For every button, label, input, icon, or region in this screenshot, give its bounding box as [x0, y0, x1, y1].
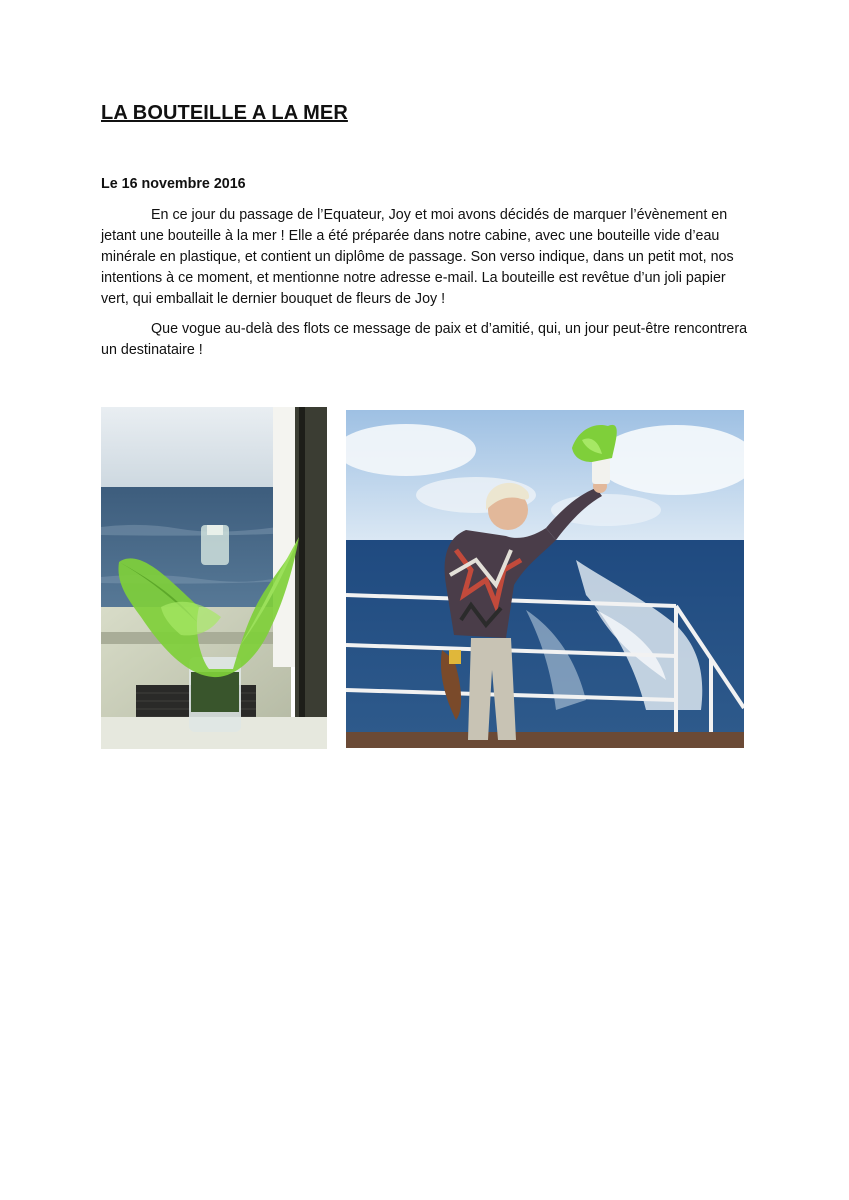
document-title: LA BOUTEILLE A LA MER — [101, 102, 348, 124]
deck-photo-image — [346, 410, 744, 748]
paragraph-2: Que vogue au-delà des flots ce message de paix et d’amitié, qui, un jour peut-être rencontrera un destinataire ! — [101, 321, 748, 358]
bottle-photo — [101, 407, 327, 749]
bottle-photo-image — [101, 407, 327, 749]
document-date: Le 16 novembre 2016 — [101, 176, 246, 192]
paragraph-1: En ce jour du passage de l’Equateur, Joy et moi avons décidés de marquer l’évènement en jetant une bouteille à la mer ! Elle a été préparée dans notre cabine, avec une bouteille vide d’eau minérale en plastique, et contient un diplôme de passage. Son verso indique, dans un petit mot, nos intentions à ce moment, et mentionne notre adresse e-mail. La bouteille est revêtue d’un joli papier vert, qui emballait le dernier bouquet de fleurs de Joy ! — [101, 207, 734, 307]
deck-photo — [346, 410, 744, 748]
body-text — [101, 205, 751, 370]
